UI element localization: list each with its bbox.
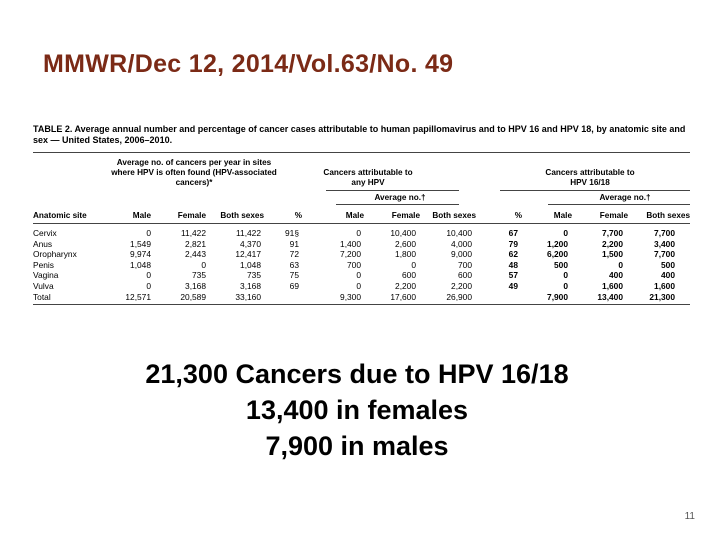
- cell: 0: [563, 228, 568, 238]
- cell: 2,600: [395, 238, 416, 249]
- cell: 700: [347, 259, 361, 270]
- table-row: [33, 260, 675, 271]
- cell: 1,800: [395, 249, 416, 260]
- cell: 62: [508, 249, 518, 260]
- cell: 0: [201, 259, 206, 270]
- cell: 400: [609, 270, 623, 281]
- cell: 0: [146, 270, 151, 281]
- cell: 2,200: [451, 280, 472, 291]
- cell: [472, 292, 518, 303]
- cell: 9,300: [340, 291, 361, 302]
- cell: 0: [356, 280, 361, 291]
- cell: 11,422: [181, 228, 206, 238]
- col-both-1: Both sexes: [220, 211, 264, 220]
- cell: 2,443: [185, 249, 206, 260]
- cell: 0: [356, 270, 361, 281]
- col-female-1: Female: [177, 211, 206, 220]
- cell: 75: [289, 270, 299, 281]
- cell: 1,048: [240, 259, 261, 270]
- table-row: [33, 281, 675, 292]
- cell: 57: [508, 270, 518, 281]
- cell: 12,571: [125, 291, 151, 302]
- cell: 735: [192, 270, 206, 281]
- header-avg-cancers: Average no. of cancers per year in sites where HPV is often found (HPV-associated cancers)*: [111, 158, 277, 187]
- cell: 500: [554, 259, 568, 270]
- cell: 2,200: [602, 238, 623, 249]
- cell: 3,400: [654, 238, 675, 249]
- cell: 79: [508, 238, 518, 249]
- cell: 1,500: [602, 249, 623, 260]
- col-anatomic-site: Anatomic site: [33, 211, 87, 220]
- cell: 500: [661, 259, 675, 270]
- cell: 91§: [285, 228, 299, 238]
- col-male-2: Male: [345, 211, 364, 220]
- header-bottom-rule: [33, 223, 690, 224]
- cell: 600: [458, 270, 472, 281]
- cell: 1,600: [654, 280, 675, 291]
- cell: 21,300: [649, 291, 675, 302]
- cell: 0: [146, 280, 151, 291]
- cell: 12,417: [235, 249, 261, 260]
- table-bottom-rule: [33, 304, 690, 305]
- col-female-2: Female: [391, 211, 420, 220]
- cell: 1,400: [340, 238, 361, 249]
- cell: 13,400: [597, 291, 623, 302]
- summary-line-total: 21,300 Cancers due to HPV 16/18: [145, 359, 569, 389]
- cell: 7,900: [547, 291, 568, 302]
- header-avg-no-hpv1618: Average no.†: [599, 193, 651, 202]
- col-pct-2: %: [514, 211, 522, 220]
- cell: 3,168: [185, 280, 206, 291]
- table-body: [33, 228, 675, 302]
- table-row-total: [33, 292, 675, 303]
- table-row: [33, 270, 675, 281]
- cell: 735: [247, 270, 261, 281]
- cell: 0: [563, 270, 568, 281]
- cell: 2,200: [395, 280, 416, 291]
- cell: 69: [289, 280, 299, 291]
- cell: 1,200: [547, 238, 568, 249]
- data-table: [33, 228, 675, 302]
- col-pct-1: %: [294, 211, 302, 220]
- cell: 600: [402, 270, 416, 281]
- table-row: [33, 239, 675, 250]
- cell: 4,000: [451, 238, 472, 249]
- cell-site: Cervix: [33, 228, 57, 238]
- cell-site: Vulva: [33, 280, 54, 291]
- cell: 1,048: [130, 259, 151, 270]
- cell: 0: [146, 228, 151, 238]
- cell: 0: [356, 228, 361, 238]
- cell: 48: [508, 259, 518, 270]
- cell: 7,700: [654, 249, 675, 260]
- table-row: [33, 228, 675, 239]
- cell: 67: [508, 228, 518, 238]
- avg-no-rule-1: [336, 204, 459, 205]
- cell: 26,900: [446, 291, 472, 302]
- cell: 17,600: [390, 291, 416, 302]
- summary-block: [0, 356, 714, 464]
- col-male-1: Male: [132, 211, 151, 220]
- cell: 10,400: [390, 228, 416, 238]
- summary-line-males: 7,900 in males: [265, 431, 449, 461]
- cell: 4,370: [240, 238, 261, 249]
- cell: 0: [618, 259, 623, 270]
- cell: 7,200: [340, 249, 361, 260]
- col-female-3: Female: [599, 211, 628, 220]
- hpv1618-rule: [500, 190, 690, 191]
- page-number: 11: [684, 511, 695, 522]
- cell: 3,168: [240, 280, 261, 291]
- cell: 7,700: [654, 228, 675, 238]
- cell: 63: [289, 259, 299, 270]
- cell: 1,549: [130, 238, 151, 249]
- cell: 91: [289, 238, 299, 249]
- cell: 33,160: [235, 291, 261, 302]
- cell-site: Anus: [33, 238, 53, 249]
- cell: 6,200: [547, 249, 568, 260]
- header-any-hpv: Cancers attributable to any HPV: [323, 168, 413, 187]
- cell: 400: [661, 270, 675, 281]
- table-top-rule: [33, 152, 690, 153]
- header-hpv1618: Cancers attributable to HPV 16/18: [545, 168, 635, 187]
- cell: 10,400: [446, 228, 472, 238]
- cell: 11,422: [236, 228, 261, 238]
- cell-site: Vagina: [33, 270, 59, 281]
- cell: 700: [458, 259, 472, 270]
- cell-site: Total: [33, 291, 51, 302]
- cell: 72: [289, 249, 299, 260]
- cell: 0: [563, 280, 568, 291]
- cell: 1,600: [602, 280, 623, 291]
- cell: 9,000: [451, 249, 472, 260]
- col-both-2: Both sexes: [432, 211, 476, 220]
- table-caption: TABLE 2. Average annual number and percentage of cancer cases attributable to human papillomavirus and to HPV 16 and HPV 18, by anatomic site and sex — United States, 2006–2010.: [33, 124, 686, 145]
- cell: 2,821: [185, 238, 206, 249]
- summary-line-females: 13,400 in females: [245, 395, 469, 425]
- cell: 9,974: [130, 249, 151, 260]
- header-avg-no-any-hpv: Average no.†: [374, 193, 426, 202]
- cell-site: Penis: [33, 259, 54, 270]
- cell: 49: [508, 280, 518, 291]
- col-both-3: Both sexes: [646, 211, 690, 220]
- cell: 20,589: [180, 291, 206, 302]
- cell: 7,700: [602, 228, 623, 238]
- avg-no-rule-2: [548, 204, 690, 205]
- cell-site: Oropharynx: [33, 249, 77, 260]
- slide-title: MMWR/Dec 12, 2014/Vol.63/No. 49: [43, 50, 454, 78]
- cell: [261, 292, 299, 303]
- table-row: [33, 249, 675, 260]
- col-male-3: Male: [553, 211, 572, 220]
- cell: 0: [411, 259, 416, 270]
- any-hpv-rule: [326, 190, 459, 191]
